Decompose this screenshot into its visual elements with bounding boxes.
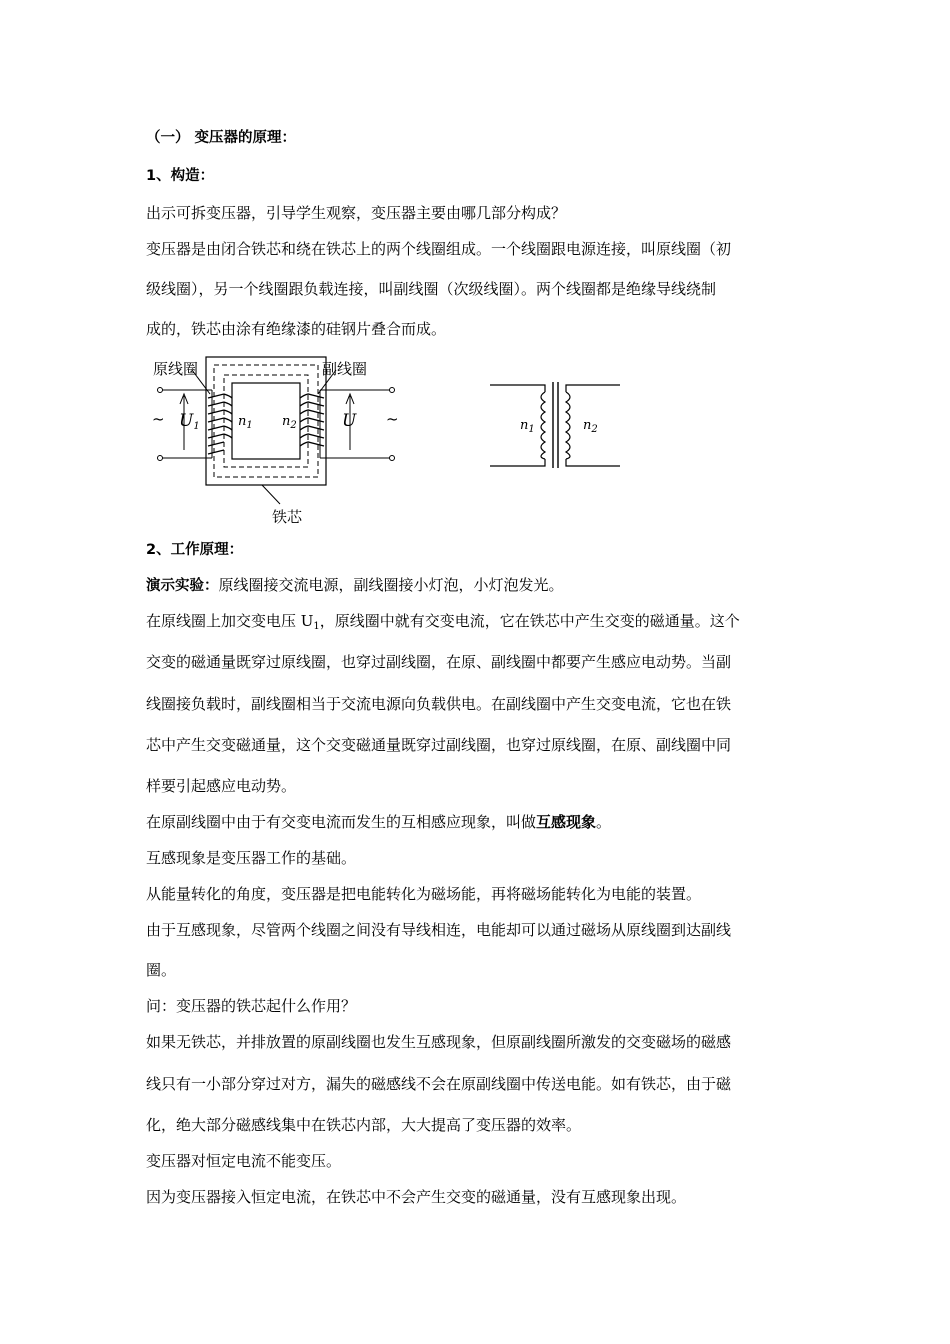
principle-heading: 2、工作原理： xyxy=(146,542,244,558)
text-run: ，原线圈中就有交变电流，它在铁芯中产生交变的磁通量。这个 xyxy=(319,612,740,630)
dc-explanation: 因为变压器接入恒定电流，在铁芯中不会产生交变的磁通量，没有互感现象出现。 xyxy=(146,1188,687,1206)
text-run: 交变的磁通量既穿过原线圈，也穿过副线圈，在原、副线圈中都要产生感应电动势。当副 xyxy=(146,653,732,671)
paragraph-core-line-1 xyxy=(146,1032,806,1052)
paragraph-transfer-line-2: 圈。 xyxy=(146,961,177,979)
ac-symbol-right: ~ xyxy=(386,410,399,428)
mutual-induction-basis: 互感现象是变压器工作的基础。 xyxy=(146,849,357,867)
demo-text: 原线圈接交流电源，副线圈接小灯泡，小灯泡发光。 xyxy=(218,576,564,594)
dc-statement: 变压器对恒定电流不能变压。 xyxy=(146,1152,342,1170)
text-run: U xyxy=(179,411,194,431)
text-run xyxy=(146,611,740,637)
primary-voltage-label xyxy=(179,411,200,432)
secondary-voltage-label: U xyxy=(342,411,357,431)
text-run: 变压器是由闭合铁芯和绕在铁芯上的两个线圈组成。一个线圈跟电源连接，叫原线圈（初 xyxy=(146,240,732,258)
text-run: n xyxy=(583,418,592,433)
paragraph-structure-line-1 xyxy=(146,239,806,259)
paragraph-principle-line-1 xyxy=(146,611,806,637)
paragraph-principle-line-2 xyxy=(146,652,806,672)
paragraph-structure-line-2 xyxy=(146,279,806,299)
text-run: n xyxy=(282,414,291,429)
secondary-coil-label: 副线圈 xyxy=(322,360,368,378)
primary-coil-label: 原线圈 xyxy=(153,360,199,378)
text-run: 在原副线圈中由于有交变电流而发生的互相感应现象，叫做 xyxy=(146,813,537,831)
text-run: 如果无铁芯，并排放置的原副线圈也发生互感现象，但原副线圈所激发的交变磁场的磁感 xyxy=(146,1033,732,1051)
paragraph-principle-line-5: 样要引起感应电动势。 xyxy=(146,777,297,795)
section-heading: （一） 变压器的原理： xyxy=(146,130,297,146)
n1-label xyxy=(238,414,253,431)
transformer-diagram xyxy=(140,352,640,530)
text-run: n xyxy=(520,418,529,433)
demo-label: 演示实验： xyxy=(146,578,219,594)
energy-conversion: 从能量转化的角度，变压器是把电能转化为磁场能，再将磁场能转化为电能的装置。 xyxy=(146,885,702,903)
text-run: 级线圈），另一个线圈跟负载连接，叫副线圈（次级线圈）。两个线圈都是绝缘导线绕制 xyxy=(146,280,717,298)
subscript: 1 xyxy=(528,424,535,435)
text-run: 线圈接负载时，副线圈相当于交流电源向负载供电。在副线圈中产生交变电流，它也在铁 xyxy=(146,695,732,713)
text-run: 芯中产生交变磁通量，这个交变磁通量既穿过副线圈，也穿过原线圈，在原、副线圈中同 xyxy=(146,736,732,754)
paragraph-transfer-line-1 xyxy=(146,920,806,940)
subscript: 1 xyxy=(193,421,200,432)
symbol-n1-label xyxy=(520,418,535,435)
text-run: n xyxy=(238,414,247,429)
subscript: 1 xyxy=(246,420,253,431)
paragraph-structure-line-3: 成的，铁芯由涂有绝缘漆的硅钢片叠合而成。 xyxy=(146,320,447,338)
ac-symbol-left: ~ xyxy=(152,410,165,428)
transformer-symbol xyxy=(490,382,620,468)
paragraph-core-line-2 xyxy=(146,1074,806,1094)
symbol-n2-label xyxy=(583,418,598,435)
paragraph-principle-line-3 xyxy=(146,694,806,714)
demo-experiment xyxy=(146,575,564,596)
n2-label xyxy=(282,414,297,431)
text-run: 。 xyxy=(596,813,612,831)
text-run: 线只有一小部分穿过对方，漏失的磁感线不会在原副线圈中传送电能。如有铁芯，由于磁 xyxy=(146,1075,732,1093)
structure-heading: 1、构造： xyxy=(146,168,215,184)
subscript: 2 xyxy=(591,424,598,435)
mutual-induction-term: 互感现象 xyxy=(536,813,597,831)
question-core-role: 问：变压器的铁芯起什么作用？ xyxy=(146,997,357,1015)
paragraph-principle-line-4 xyxy=(146,735,806,755)
mutual-induction-definition xyxy=(146,812,611,832)
paragraph-core-line-3: 化，绝大部分磁感线集中在铁芯内部，大大提高了变压器的效率。 xyxy=(146,1116,582,1134)
core-label: 铁芯 xyxy=(272,508,303,526)
subscript: 2 xyxy=(290,420,297,431)
text-run: 在原线圈上加交变电压 U xyxy=(146,612,314,630)
question-structure: 出示可拆变压器，引导学生观察，变压器主要由哪几部分构成？ xyxy=(146,204,567,222)
text-run: 由于互感现象，尽管两个线圈之间没有导线相连，电能却可以通过磁场从原线圈到达副线 xyxy=(146,921,732,939)
subscript: 1 xyxy=(313,621,320,632)
